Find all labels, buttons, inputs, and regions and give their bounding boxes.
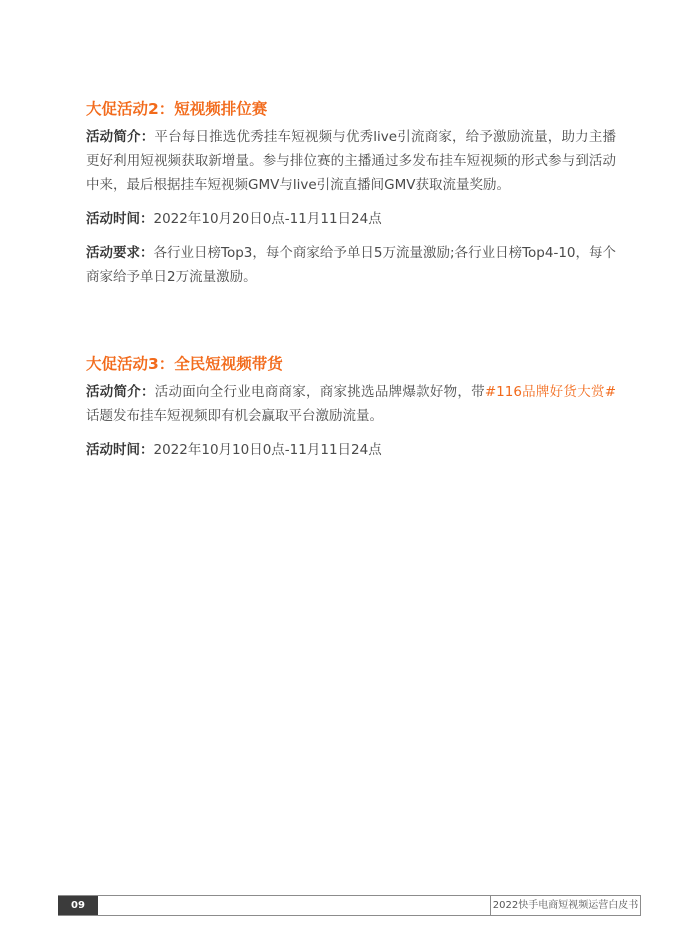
intro-label: 活动简介： [86,384,155,400]
requirements-text: 各行业日榜Top3，每个商家给予单日5万流量激励;各行业日榜Top4-10，每个商家给予单日2万流量激励。 [86,245,616,285]
hashtag-highlight: #116品牌好货大赏# [484,384,617,400]
time-text: 2022年10月10日0点-11月11日24点 [153,442,382,458]
footer-right-border [640,896,641,915]
activity-intro [86,380,616,428]
activity-intro [86,125,616,197]
section-short-video-sales [86,353,616,472]
section-short-video-ranking [86,98,616,299]
section-title: 大促活动2：短视频排位赛 [86,100,268,118]
footer-doc-title: 2022快手电商短视频运营白皮书 [492,900,639,911]
footer-bottom-rule [58,915,641,916]
time-label: 活动时间： [86,442,154,458]
activity-time [86,438,616,462]
requirements-label: 活动要求： [86,245,154,261]
intro-text-after: 话题发布挂车短视频即有机会赢取平台激励流量。 [86,408,383,424]
section-title: 大促活动3：全民短视频带货 [86,355,283,373]
intro-text-before: 活动面向全行业电商商家，商家挑选品牌爆款好物，带 [154,384,485,400]
intro-label: 活动简介： [86,129,155,145]
activity-time [86,207,616,231]
time-text: 2022年10月20日0点-11月11日24点 [153,211,382,227]
time-label: 活动时间： [86,211,154,227]
intro-text: 平台每日推选优秀挂车短视频与优秀live引流商家，给予激励流量，助力主播更好利用短视频获取新增量。参与排位赛的主播通过多发布挂车短视频的形式参与到活动中来，最后根据挂车短视频GMV与live引流直播间GMV获取流量奖励。 [86,129,616,193]
page-number: 09 [58,896,98,915]
activity-requirements [86,241,616,289]
